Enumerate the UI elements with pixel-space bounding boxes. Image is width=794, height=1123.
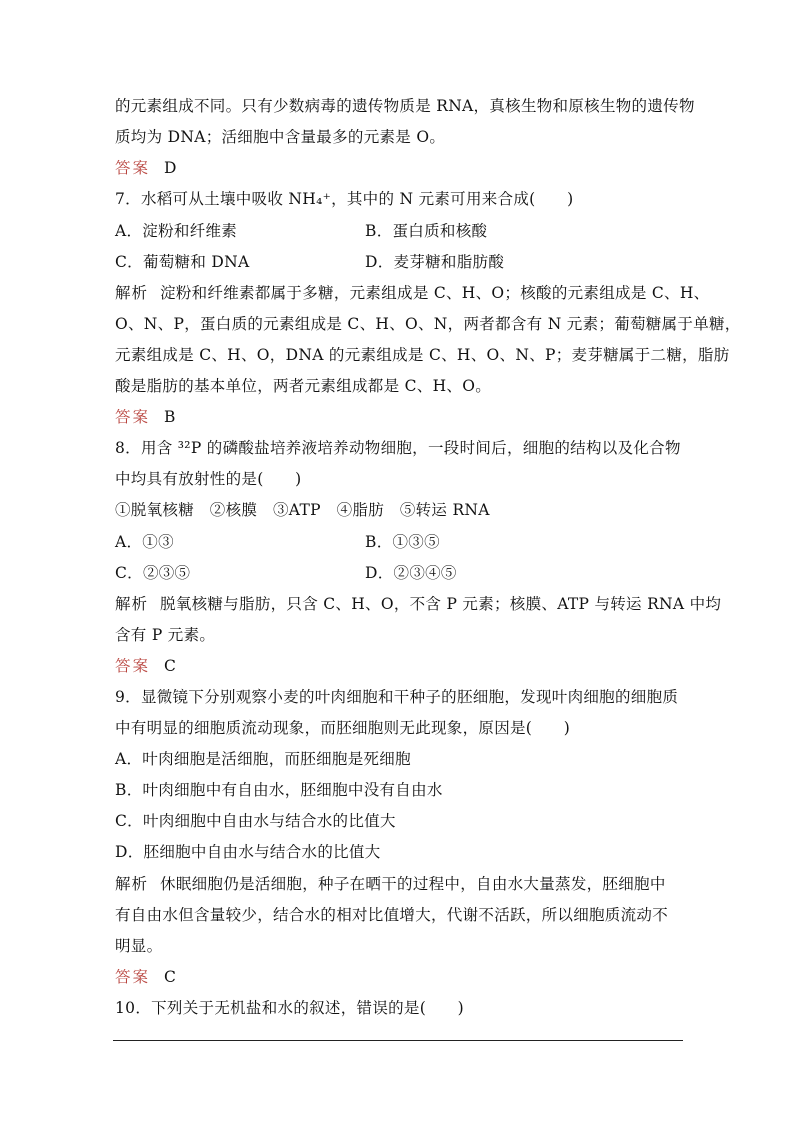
explanation-text: 休眠细胞仍是活细胞，种子在晒干的过程中，自由水大量蒸发，胚细胞中: [160, 875, 666, 893]
answer-value: D: [164, 159, 177, 177]
option-c-q8: C．②③⑤: [115, 564, 191, 582]
explanation-line-q8: [115, 594, 721, 614]
explanation-text: 明显。: [115, 937, 163, 955]
explanation-line-q9: [115, 874, 666, 894]
answer-value: C: [164, 968, 177, 986]
option-a-q7: A．淀粉和纤维素: [115, 222, 238, 240]
option-c-q9: C．叶肉细胞中自由水与结合水的比值大: [115, 812, 396, 830]
question-stem-q9: 9．显微镜下分别观察小麦的叶肉细胞和干种子的胚细胞，发现叶肉细胞的细胞质: [115, 688, 679, 706]
option-d-q7: D．麦芽糖和脂肪酸: [365, 253, 505, 271]
option-a-q9: A．叶肉细胞是活细胞，而胚细胞是死细胞: [115, 750, 411, 768]
answer-label: 答案: [115, 159, 151, 177]
explanation-label: 解析: [115, 875, 149, 893]
text-line: 的元素组成不同。只有少数病毒的遗传物质是 RNA，真核生物和原核生物的遗传物: [115, 97, 695, 115]
answer-line-q9: [115, 967, 176, 987]
option-d-q8: D．②③④⑤: [365, 564, 457, 582]
text-line: 质均为 DNA；活细胞中含量最多的元素是 O。: [115, 128, 446, 146]
explanation-text: 酸是脂肪的基本单位，两者元素组成都是 C、H、O。: [115, 377, 492, 395]
explanation-text: 含有 P 元素。: [115, 626, 216, 644]
answer-label: 答案: [115, 968, 151, 986]
explanation-line-q7: [115, 283, 709, 303]
footer-divider: [113, 1040, 683, 1041]
explanation-label: 解析: [115, 284, 149, 302]
item-list-q8: ①脱氧核糖 ②核膜 ③ATP ④脂肪 ⑤转运 RNA: [115, 501, 490, 519]
answer-label: 答案: [115, 408, 151, 426]
question-stem-q8: 中均具有放射性的是( ): [115, 470, 302, 488]
answer-line-q6: [115, 158, 177, 178]
option-b-q7: B．蛋白质和核酸: [365, 222, 488, 240]
explanation-text: 有自由水但含量较少，结合水的相对比值增大，代谢不活跃，所以细胞质流动不: [115, 906, 669, 924]
option-b-q8: B．①③⑤: [365, 533, 440, 551]
explanation-label: 解析: [115, 595, 149, 613]
explanation-text: 脱氧核糖与脂肪，只含 C、H、O，不含 P 元素；核膜、ATP 与转运 RNA 中均: [160, 595, 722, 613]
answer-line-q8: [115, 656, 176, 676]
question-stem-q8: 8．用含 ³²P 的磷酸盐培养液培养动物细胞，一段时间后，细胞的结构以及化合物: [115, 439, 681, 457]
option-d-q9: D．胚细胞中自由水与结合水的比值大: [115, 843, 381, 861]
explanation-text: O、N、P，蛋白质的元素组成是 C、H、O、N，两者都含有 N 元素；葡萄糖属于单糖，: [115, 315, 741, 333]
answer-value: C: [164, 657, 177, 675]
option-c-q7: C．葡萄糖和 DNA: [115, 253, 250, 271]
explanation-text: 淀粉和纤维素都属于多糖，元素组成是 C、H、O；核酸的元素组成是 C、H、: [160, 284, 710, 302]
explanation-text: 元素组成是 C、H、O，DNA 的元素组成是 C、H、O、N、P；麦芽糖属于二糖，脂肪: [115, 346, 730, 364]
question-stem-q10: 10．下列关于无机盐和水的叙述，错误的是( ): [115, 999, 465, 1017]
answer-label: 答案: [115, 657, 151, 675]
answer-value: B: [164, 408, 176, 426]
answer-line-q7: [115, 407, 176, 427]
question-stem-q7: 7．水稻可从土壤中吸收 NH₄⁺，其中的 N 元素可用来合成( ): [115, 190, 574, 208]
option-b-q9: B．叶肉细胞中有自由水，胚细胞中没有自由水: [115, 781, 443, 799]
question-stem-q9: 中有明显的细胞质流动现象，而胚细胞则无此现象，原因是( ): [115, 719, 571, 737]
option-a-q8: A．①③: [115, 533, 174, 551]
